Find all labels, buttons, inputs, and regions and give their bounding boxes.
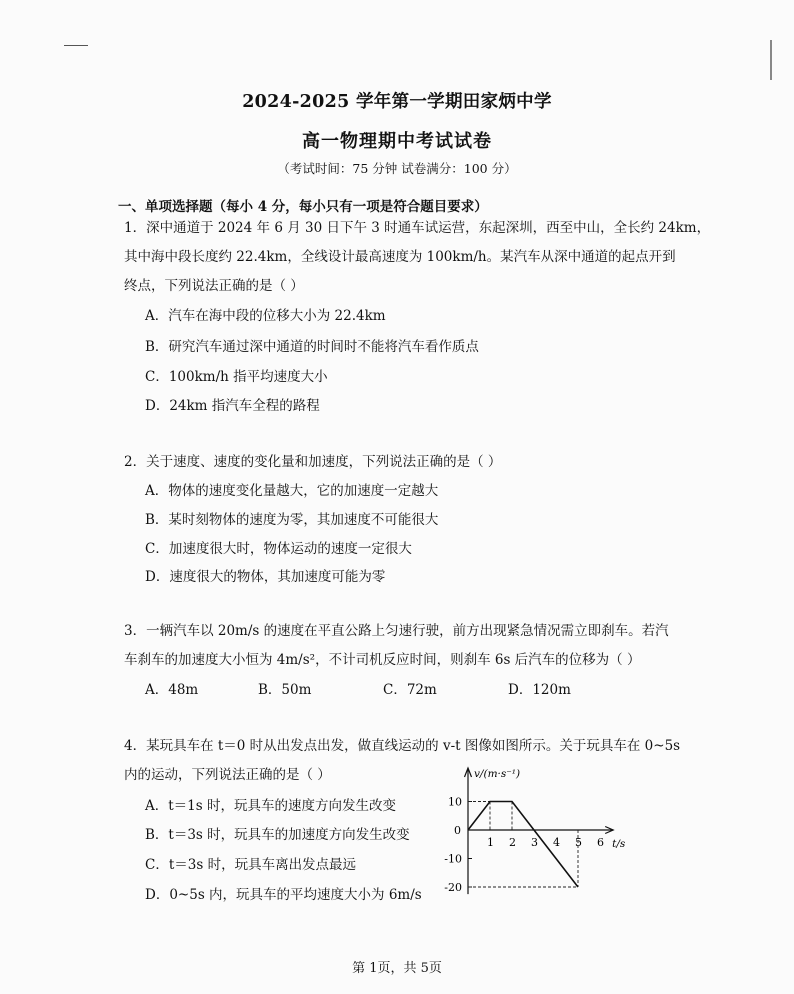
y-axis-label: v/(m·s⁻¹) bbox=[474, 768, 521, 780]
x-tick-label: 1 bbox=[487, 836, 494, 849]
section-title: 一、单项选择题（每小 4 分，每小只有一项是符合题目要求） bbox=[118, 199, 488, 215]
y-tick-label: -20 bbox=[444, 881, 462, 894]
q1-option-b[interactable]: B．研究汽车通过深中通道的时间时不能将汽车看作质点 bbox=[145, 339, 479, 355]
y-tick-label: -10 bbox=[444, 852, 462, 866]
vt-chart bbox=[440, 760, 640, 910]
q3-option-d[interactable]: D．120m bbox=[508, 682, 571, 698]
x-tick-label: 4 bbox=[553, 836, 560, 849]
exam-info: （考试时间：75 分钟 试卷满分：100 分） bbox=[277, 161, 517, 176]
q2-option-a[interactable]: A．物体的速度变化量越大，它的加速度一定越大 bbox=[145, 483, 439, 499]
scan-edge bbox=[770, 40, 772, 80]
scan-mark bbox=[64, 45, 88, 46]
x-tick-label: 2 bbox=[509, 836, 516, 849]
page-number: 第 1页，共 5页 bbox=[352, 961, 442, 976]
q1-stem-line1: 1．深中通道于 2024 年 6 月 30 日下午 3 时通车试运营，东起深圳，西至中山，全长约 24km， bbox=[124, 220, 711, 236]
q4-option-a[interactable]: A．t＝1s 时，玩具车的速度方向发生改变 bbox=[145, 798, 396, 814]
q3-option-a[interactable]: A．48m bbox=[145, 682, 199, 698]
q2-option-d[interactable]: D．速度很大的物体，其加速度可能为零 bbox=[145, 569, 386, 585]
q1-stem-line2: 其中海中段长度约 22.4km，全线设计最高速度为 100km/h。某汽车从深中通道的起点开到 bbox=[124, 249, 676, 265]
q1-option-d[interactable]: D．24km 指汽车全程的路程 bbox=[145, 398, 320, 414]
q3-option-b[interactable]: B．50m bbox=[258, 682, 312, 698]
q4-option-c[interactable]: C．t＝3s 时，玩具车离出发点最远 bbox=[145, 857, 357, 873]
y-tick-label: 10 bbox=[448, 795, 462, 809]
x-tick-label: 6 bbox=[597, 836, 604, 849]
school-title: 2024-2025 学年第一学期田家炳中学 bbox=[242, 92, 552, 112]
q1-stem-line3: 终点，下列说法正确的是（ ） bbox=[124, 278, 304, 294]
x-tick-label: 3 bbox=[531, 836, 538, 849]
exam-title: 高一物理期中考试试卷 bbox=[302, 131, 492, 152]
q4-stem-line1: 4．某玩具车在 t＝0 时从出发点出发，做直线运动的 v-t 图像如图所示。关于玩具车在 0~5s bbox=[124, 738, 681, 754]
q4-option-b[interactable]: B．t＝3s 时，玩具车的加速度方向发生改变 bbox=[145, 827, 410, 843]
q2-stem: 2．关于速度、速度的变化量和加速度，下列说法正确的是（ ） bbox=[124, 454, 502, 470]
x-tick-label: 5 bbox=[575, 836, 582, 849]
q2-option-b[interactable]: B．某时刻物体的速度为零，其加速度不可能很大 bbox=[145, 512, 439, 528]
q1-option-c[interactable]: C．100km/h 指平均速度大小 bbox=[145, 369, 328, 385]
origin-label: 0 bbox=[454, 824, 461, 837]
vt-series-line bbox=[468, 802, 578, 888]
q3-stem-line1: 3．一辆汽车以 20m/s 的速度在平直公路上匀速行驶，前方出现紧急情况需立即刹车。若汽 bbox=[124, 623, 669, 639]
q3-option-c[interactable]: C．72m bbox=[383, 682, 437, 698]
q1-option-a[interactable]: A．汽车在海中段的位移大小为 22.4km bbox=[145, 308, 386, 324]
q4-option-d[interactable]: D．0~5s 内，玩具车的平均速度大小为 6m/s bbox=[145, 887, 422, 903]
q4-stem-line2: 内的运动，下列说法正确的是（ ） bbox=[124, 767, 331, 783]
q3-stem-line2: 车刹车的加速度大小恒为 4m/s²，不计司机反应时间，则刹车 6s 后汽车的位移为（ ） bbox=[124, 652, 641, 668]
q2-option-c[interactable]: C．加速度很大时，物体运动的速度一定很大 bbox=[145, 541, 412, 557]
x-axis-label: t/s bbox=[612, 838, 626, 850]
